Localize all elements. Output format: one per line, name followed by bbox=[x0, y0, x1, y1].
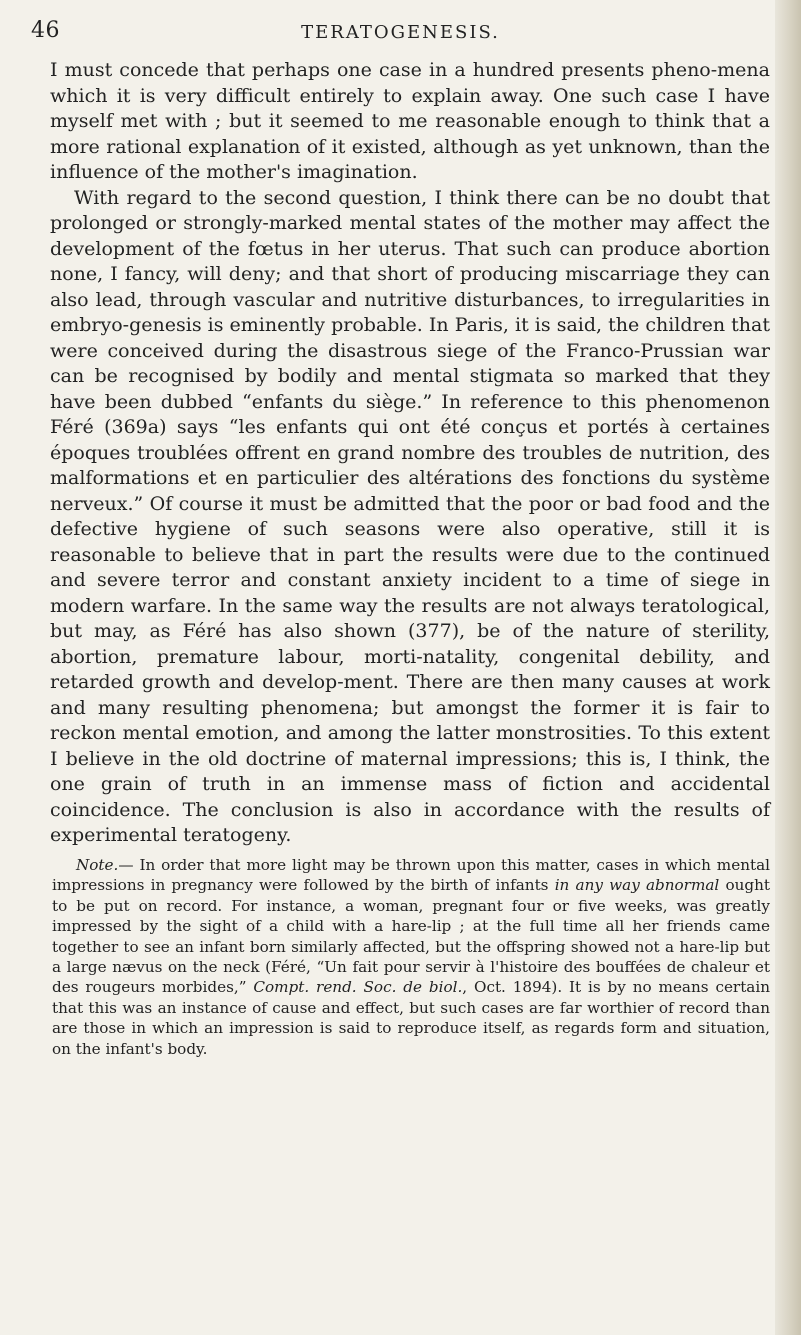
note-label: Note. bbox=[76, 856, 119, 874]
note-text-2: ought to be put on record. For instance, a woman, pregnant four or five weeks, was greatly impressed by the sight of a child with a hare-lip ; at the full time all her friends came together to see an infant born similarly affected, but the offspring showed not a hare-lip but a large nævus on the neck (Féré, “Un fait pour servir à l'histoire des bouffées de chaleur et des rougeurs morbides,” bbox=[52, 876, 770, 997]
body-text bbox=[50, 58, 770, 849]
paragraph-1: I must concede that perhaps one case in a hundred presents pheno-mena which it is very difficult entirely to explain away. One such case I have myself met with ; but it seemed to me reasonable enough to think that a more rational explanation of it existed, although as yet unknown, than the influence of the mother's imagination. bbox=[50, 59, 770, 183]
page-number: 46 bbox=[31, 18, 60, 43]
page-edge-shadow bbox=[775, 0, 801, 1335]
note-italic-1: in any way abnormal bbox=[554, 876, 720, 895]
note-text-1: — In order that more light may be thrown upon this matter, cases in which mental impressions in pregnancy were followed by the birth of infants bbox=[52, 856, 770, 895]
running-title: TERATOGENESIS. bbox=[301, 22, 500, 43]
paragraph-2: With regard to the second question, I think there can be no doubt that prolonged or strongly-marked mental states of the mother may affect the development of the fœtus in her uterus. That such can produce abortion none, I fancy, will deny; and that short of producing miscarriage they can also lead, through vascular and nutritive disturbances, to irregularities in embryo-genesis is eminently probable. In Paris, it is said, the children that were conceived during the disastrous siege of the Franco-Prussian war can be recognised by bodily and mental stigmata so marked that they have been dubbed “enfants du siège.” In reference to this phenomenon Féré (369a) says “les enfants qui ont été conçus et portés à certaines époques troublées offrent en grand nombre des troubles de nutrition, des malformations et en particulier des altérations des fonctions du système nerveux.” Of course it must be admitted that the poor or bad food and the defective hygiene of such seasons were also operative, still it is reasonable to believe that in part the results were due to the continued and severe terror and constant anxiety incident to a time of siege in modern warfare. In the same way the results are not always teratological, but may, as Féré has also shown (377), be of the nature of sterility, abortion, premature labour, morti-natality, congenital debility, and retarded growth and develop-ment. There are then many causes at work and many resulting phenomena; but amongst the former it is fair to reckon mental emotion, and among the latter monstrosities. To this extent I believe in the old doctrine of maternal impressions; this is, I think, the one grain of truth in an immense mass of fiction and accidental coincidence. The conclusion is also in accordance with the results of experimental teratogeny. bbox=[50, 186, 770, 846]
note-text-3: , Oct. 1894). It is by no means certain that this was an instance of cause and effect, but such cases are far worthier of record than are those in which an impression is said to reproduce itself, as regards form and situation, on the infant's body. bbox=[52, 978, 770, 1058]
note-citation: Compt. rend. Soc. de biol. bbox=[253, 978, 463, 997]
footnote bbox=[52, 855, 770, 1059]
